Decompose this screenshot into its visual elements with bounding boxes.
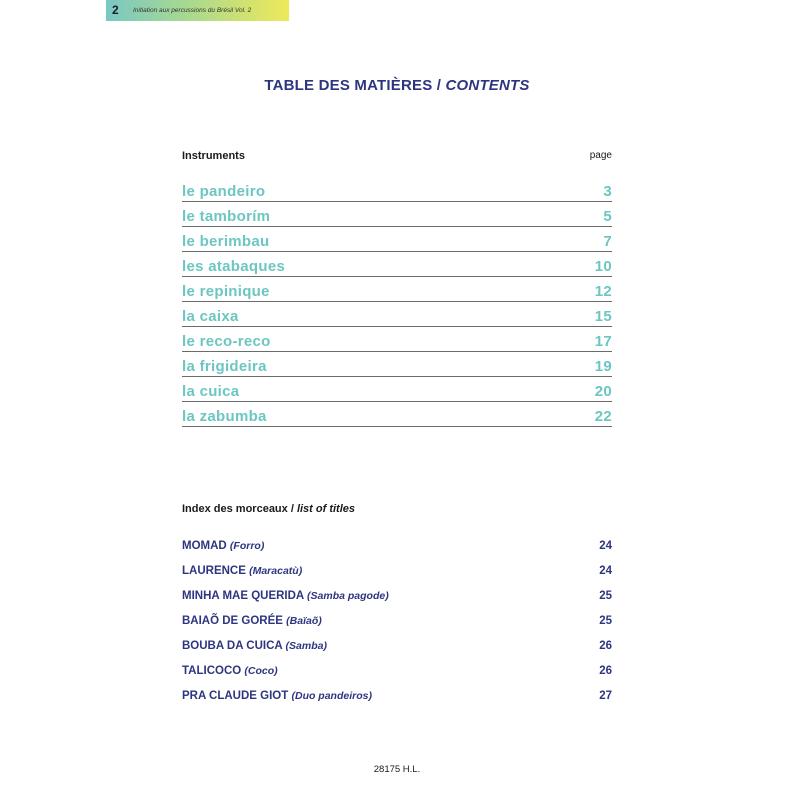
title-entry-title: TALICOCO [182, 665, 242, 677]
toc-entry-name: le repinique [182, 283, 270, 300]
title-entry-label [182, 690, 372, 702]
page-column-label: page [589, 150, 612, 161]
title-main: TABLE DES MATIÈRES / [264, 77, 446, 94]
toc-entry[interactable] [182, 402, 612, 427]
running-title: Initiation aux percussions du Brésil Vol. 2 [133, 7, 252, 14]
toc-entry[interactable] [182, 327, 612, 352]
title-entry[interactable] [182, 640, 612, 665]
title-entry-label [182, 565, 302, 577]
title-entry[interactable] [182, 615, 612, 640]
toc-entry-name: le reco-reco [182, 333, 271, 350]
title-entry-title: BOUBA DA CUICA [182, 640, 283, 652]
title-entry-style: (Forro) [229, 540, 265, 552]
toc-entry-name: le tamborím [182, 208, 271, 225]
title-entry[interactable] [182, 690, 612, 715]
title-entry-style: (Duo pandeiros) [291, 690, 372, 702]
title-sub: CONTENTS [445, 77, 530, 94]
title-entry-label [182, 665, 278, 677]
title-entry-page: 24 [599, 565, 612, 577]
title-entry-style: (Baïaõ) [286, 615, 322, 627]
toc-entry-page: 19 [594, 358, 612, 375]
title-entry-label [182, 540, 264, 552]
toc-entry-name: la cuica [182, 383, 240, 400]
title-entry-title: BAIAÕ DE GORÉE [182, 615, 283, 627]
title-entry-label [182, 615, 322, 627]
title-entry-title: PRA CLAUDE GIOT [182, 690, 289, 702]
toc-entry-page: 10 [594, 258, 612, 275]
toc-entry-page: 22 [594, 408, 612, 425]
title-entry-page: 27 [599, 690, 612, 702]
titles-list [182, 540, 612, 715]
toc-entry[interactable] [182, 302, 612, 327]
title-entry-title: MINHA MAE QUERIDA [182, 590, 304, 602]
title-entry[interactable] [182, 565, 612, 590]
title-entry-title: LAURENCE [182, 565, 246, 577]
toc-entry-name: le berimbau [182, 233, 270, 250]
toc-entry-page: 15 [594, 308, 612, 325]
title-entry-label [182, 590, 389, 602]
toc-entry-page: 12 [594, 283, 612, 300]
title-entry-style: (Samba pagode) [307, 590, 389, 602]
title-entry-page: 26 [599, 665, 612, 677]
toc-entry[interactable] [182, 181, 612, 202]
title-entry-style: (Maracatù) [249, 565, 303, 577]
toc-entry-name: le pandeiro [182, 183, 266, 200]
title-entry-label [182, 640, 327, 652]
toc-entry[interactable] [182, 352, 612, 377]
toc-entry-name: la caixa [182, 308, 239, 325]
toc-entry-name: la frigideira [182, 358, 267, 375]
title-entry-title: MOMAD [182, 540, 227, 552]
title-entry-style: (Samba) [285, 640, 327, 652]
toc-entry-page: 20 [594, 383, 612, 400]
instruments-list [182, 181, 612, 427]
page-title [0, 77, 794, 94]
title-entry[interactable] [182, 590, 612, 615]
toc-entry-page: 5 [603, 208, 612, 225]
title-entry[interactable] [182, 665, 612, 690]
index-heading-main: Index des morceaux / [182, 503, 297, 515]
title-entry-page: 24 [599, 540, 612, 552]
toc-entry-page: 7 [603, 233, 612, 250]
toc-entry[interactable] [182, 277, 612, 302]
title-entry-page: 25 [599, 615, 612, 627]
title-entry[interactable] [182, 540, 612, 565]
instruments-heading: Instruments [182, 150, 245, 162]
toc-entry-name: les atabaques [182, 258, 286, 275]
toc-entry-name: la zabumba [182, 408, 267, 425]
title-entry-style: (Coco) [244, 665, 278, 677]
toc-entry[interactable] [182, 227, 612, 252]
toc-entry[interactable] [182, 252, 612, 277]
toc-entry[interactable] [182, 202, 612, 227]
page-number: 2 [112, 3, 119, 17]
title-entry-page: 26 [599, 640, 612, 652]
title-entry-page: 25 [599, 590, 612, 602]
toc-entry-page: 17 [594, 333, 612, 350]
index-heading-sub: list of titles [296, 503, 355, 515]
index-heading [182, 503, 355, 515]
toc-entry[interactable] [182, 377, 612, 402]
toc-entry-page: 3 [603, 183, 612, 200]
catalog-code: 28175 H.L. [373, 764, 421, 775]
